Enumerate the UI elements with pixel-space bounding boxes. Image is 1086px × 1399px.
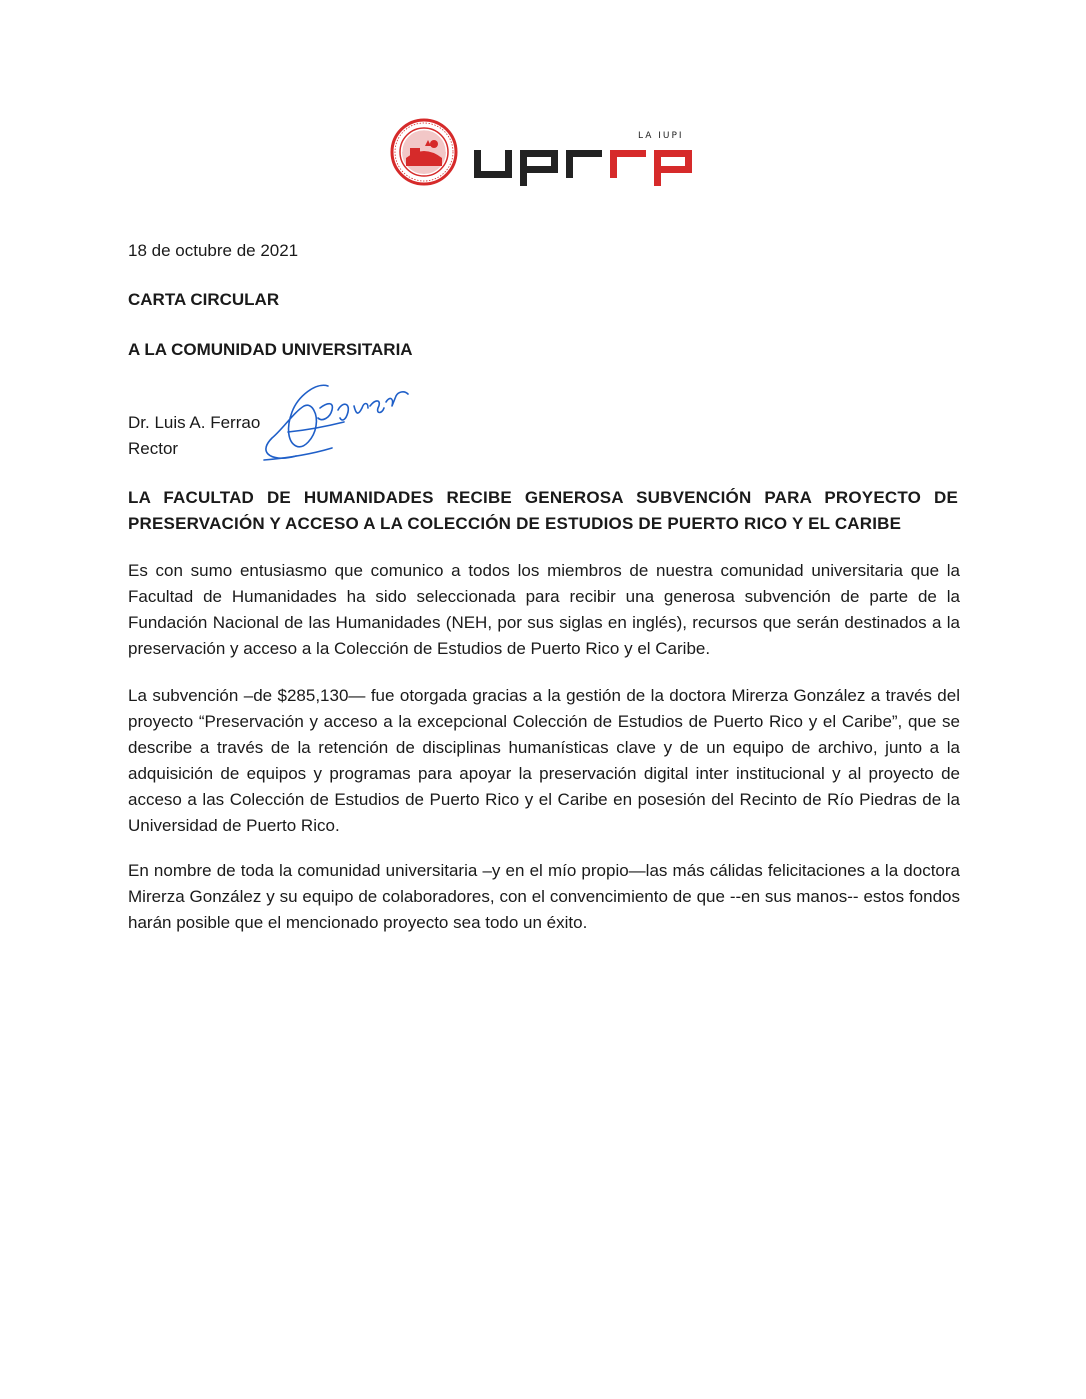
document-type: CARTA CIRCULAR: [128, 290, 280, 309]
body-paragraph: Es con sumo entusiasmo que comunico a todos los miembros de nuestra comunidad universitaria que la Facultad de Humanidades ha sido seleccionada para recibir una generosa subvención de parte de la Fundación Nacional de las Humanidades (NEH, por sus siglas en inglés), recursos que serán destinados a la preservación y acceso a la Colección de Estudios de Puerto Rico y el Caribe.: [128, 561, 960, 658]
sender-name: Dr. Luis A. Ferrao: [128, 413, 261, 432]
sender-title: Rector: [128, 439, 179, 458]
handwritten-signature-icon: [258, 372, 418, 472]
body-paragraph: En nombre de toda la comunidad universitaria –y en el mío propio—las más cálidas felicitaciones a la doctora Mirerza González y su equipo de colaboradores, con el convencimiento de que --en sus manos-- estos fondos harán posible que el mencionado proyecto sea todo un éxito.: [128, 861, 960, 932]
uprrp-wordmark-logo: [472, 128, 694, 190]
letter-heading: LA FACULTAD DE HUMANIDADES RECIBE GENEROSA SUBVENCIÓN PARA PROYECTO DE PRESERVACIÓN Y ACCESO A LA COLECCIÓN DE ESTUDIOS DE PUERTO RICO Y EL CARIBE: [128, 488, 958, 533]
svg-text:LA IUPI: LA IUPI: [638, 131, 684, 141]
letterhead: [390, 118, 700, 190]
recipient: A LA COMUNIDAD UNIVERSITARIA: [128, 340, 413, 359]
body-paragraph: La subvención –de $285,130— fue otorgada gracias a la gestión de la doctora Mirerza González a través del proyecto “Preservación y acceso a la excepcional Colección de Estudios de Puerto Rico y el Caribe”, que se describe a través de la retención de disciplinas humanísticas clave y de un equipo de archivo, junto a la adquisición de equipos y programas para apoyar la preservación digital inter institucional y al proyecto de acceso a las Colección de Estudios de Puerto Rico y el Caribe en posesión del Recinto de Río Piedras de la Universidad de Puerto Rico.: [128, 686, 960, 835]
letter-date: 18 de octubre de 2021: [128, 241, 299, 260]
university-seal-icon: [390, 118, 458, 186]
